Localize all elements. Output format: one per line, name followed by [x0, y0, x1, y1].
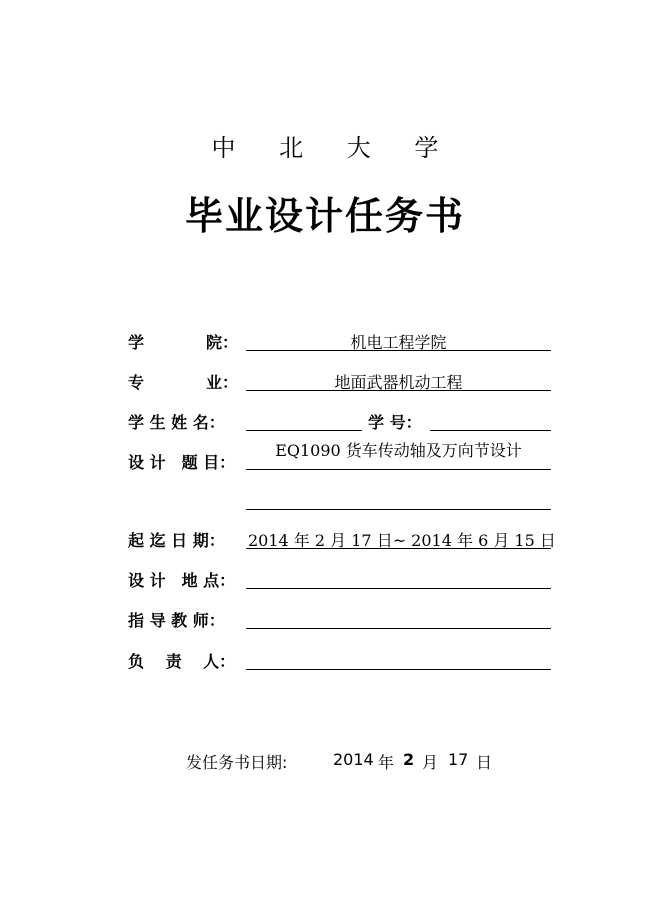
issue-day-unit: 日 [476, 753, 493, 772]
issue-year: 2014 [333, 750, 374, 769]
issue-date-label: 发任务书日期: [186, 753, 288, 772]
issue-month: 2 [403, 750, 415, 769]
college-label-a: 学 [128, 333, 145, 352]
student-number-label: 学 号： [368, 413, 422, 432]
advisor-label: 指 导 教 师： [128, 611, 225, 630]
student-name-underline [246, 430, 362, 431]
issue-year-unit: 年 [378, 753, 395, 772]
university-name: 中 北 大 学 [211, 134, 457, 162]
issue-day: 17 [448, 750, 469, 769]
major-label-a: 专 [128, 373, 145, 392]
college-value[interactable]: 机电工程学院 [350, 333, 447, 352]
location-underline [246, 588, 551, 589]
advisor-underline [246, 628, 551, 629]
major-label-b: 业： [206, 373, 239, 392]
document-title: 毕业设计任务书 [184, 194, 465, 238]
topic-underline-2 [246, 509, 551, 510]
responsible-label: 负 责 人： [128, 652, 236, 671]
college-label-b: 院： [206, 333, 239, 352]
student-number-underline [430, 430, 551, 431]
topic-value[interactable]: EQ1090 货车传动轴及万向节设计 [275, 441, 522, 460]
major-value[interactable]: 地面武器机动工程 [334, 373, 463, 392]
topic-label: 设 计 题 目： [128, 453, 236, 472]
student-name-label: 学 生 姓 名： [128, 413, 225, 432]
responsible-underline [246, 669, 551, 670]
issue-month-unit: 月 [422, 753, 439, 772]
topic-underline-1 [246, 469, 551, 470]
location-label: 设 计 地 点： [128, 571, 236, 590]
period-label: 起 迄 日 期： [128, 531, 225, 550]
period-value[interactable]: 2014 年 2 月 17 日~ 2014 年 6 月 15 日 [248, 531, 556, 550]
